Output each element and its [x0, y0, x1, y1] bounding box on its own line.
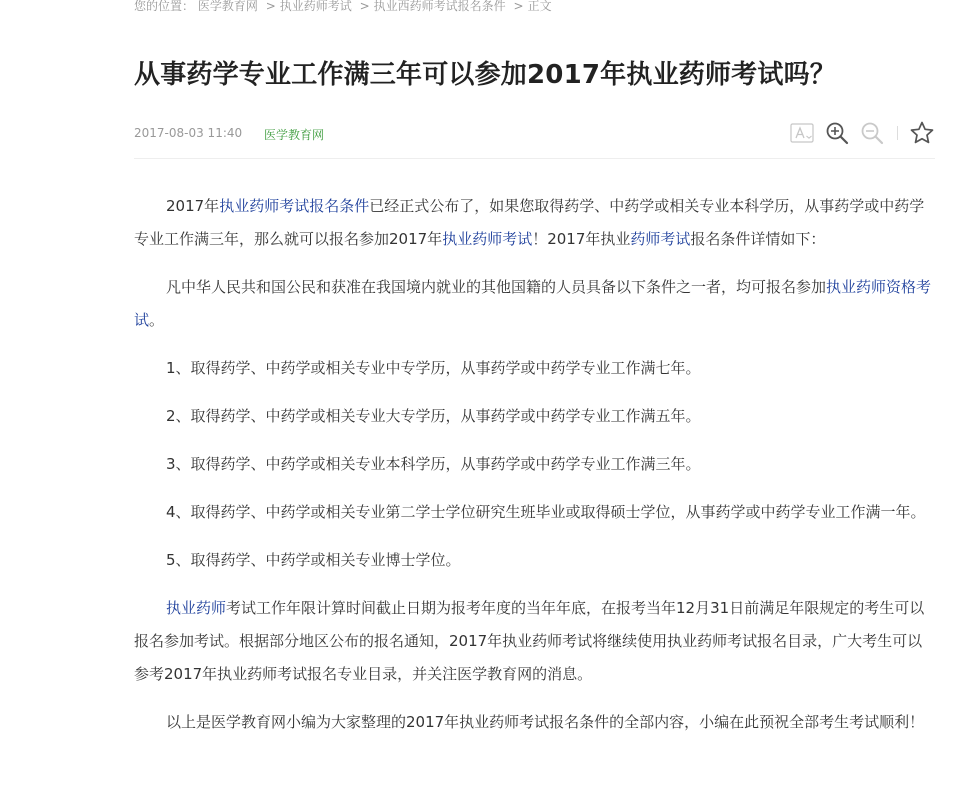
condition-item: 5、取得药学、中药学或相关专业博士学位。 — [166, 551, 461, 569]
paragraph — [134, 271, 936, 337]
paragraph-text: 。 — [149, 311, 165, 329]
paragraph-text: 报名条件详情如下： — [690, 230, 826, 248]
condition-item: 1、取得药学、中药学或相关专业中专学历，从事药学或中药学专业工作满七年。 — [166, 359, 701, 377]
breadcrumb-separator: > — [513, 0, 524, 13]
paragraph — [134, 592, 936, 691]
keyword-link[interactable]: 药师考试 — [630, 230, 691, 248]
zoom-in-icon[interactable] — [824, 120, 850, 146]
keyword-link[interactable]: 执业药师考试报名条件 — [219, 197, 370, 215]
article-source[interactable]: 医学教育网 — [264, 128, 325, 142]
breadcrumb-item-current: 正文 — [527, 0, 552, 13]
keyword-link[interactable]: 执业药师资格考试 — [134, 278, 932, 329]
condition-item: 4、取得药学、中药学或相关专业第二学士学位研究生班毕业或取得硕士学位，从事药学或中药学专业工作满一年。 — [166, 503, 926, 521]
keyword-link[interactable]: 执业药师 — [166, 599, 227, 617]
article-toolbar — [780, 120, 935, 146]
paragraph: 以上是医学教育网小编为大家整理的2017年执业药师考试报名条件的全部内容，小编在此预祝全部考生考试顺利！ — [166, 713, 925, 731]
breadcrumb-item-conditions[interactable]: 执业西药师考试报名条件 — [373, 0, 506, 13]
keyword-link[interactable]: 执业药师考试 — [442, 230, 533, 248]
page-title: 从事药学专业工作满三年可以参加2017年执业药师考试吗？ — [134, 60, 836, 90]
paragraph-text: 已经正式公布了，如果您取得药学、中药学或相关专业本科学历，从事药学或中药学专业工作满三年，那么就可以报名参加2017年 — [134, 197, 925, 248]
article-body — [134, 190, 936, 754]
star-icon[interactable] — [909, 120, 935, 146]
breadcrumb-item-home[interactable]: 医学教育网 — [197, 0, 258, 13]
paragraph — [134, 190, 936, 256]
font-size-icon[interactable] — [789, 120, 815, 146]
breadcrumb-item-exam[interactable]: 执业药师考试 — [279, 0, 352, 13]
toolbar-divider — [897, 126, 898, 140]
condition-item: 2、取得药学、中药学或相关专业大专学历，从事药学或中药学专业工作满五年。 — [166, 407, 701, 425]
breadcrumb-separator: > — [359, 0, 370, 13]
paragraph-text: 2017年 — [166, 197, 220, 215]
publish-date: 2017-08-03 11:40 — [134, 126, 243, 140]
paragraph-text: 考试工作年限计算时间截止日期为报考年度的当年年底，在报考当年12月31日前满足年限规定的考生可以报名参加考试。根据部分地区公布的报名通知，2017年执业药师考试将继续使用执业药师考试报名目录，广大考生可以参考2017年执业药师考试报名专业目录，并关注医学教育网的消息。 — [134, 599, 925, 683]
paragraph-text: ！2017年执业 — [532, 230, 631, 248]
breadcrumb-separator: > — [265, 0, 276, 13]
zoom-out-icon[interactable] — [859, 120, 885, 146]
breadcrumb-prefix: 您的位置： — [134, 0, 195, 13]
article-meta — [134, 122, 935, 159]
paragraph-text: 凡中华人民共和国公民和获准在我国境内就业的其他国籍的人员具备以下条件之一者，均可报名参加 — [166, 278, 827, 296]
breadcrumb — [134, 0, 552, 14]
condition-item: 3、取得药学、中药学或相关专业本科学历，从事药学或中药学专业工作满三年。 — [166, 455, 701, 473]
